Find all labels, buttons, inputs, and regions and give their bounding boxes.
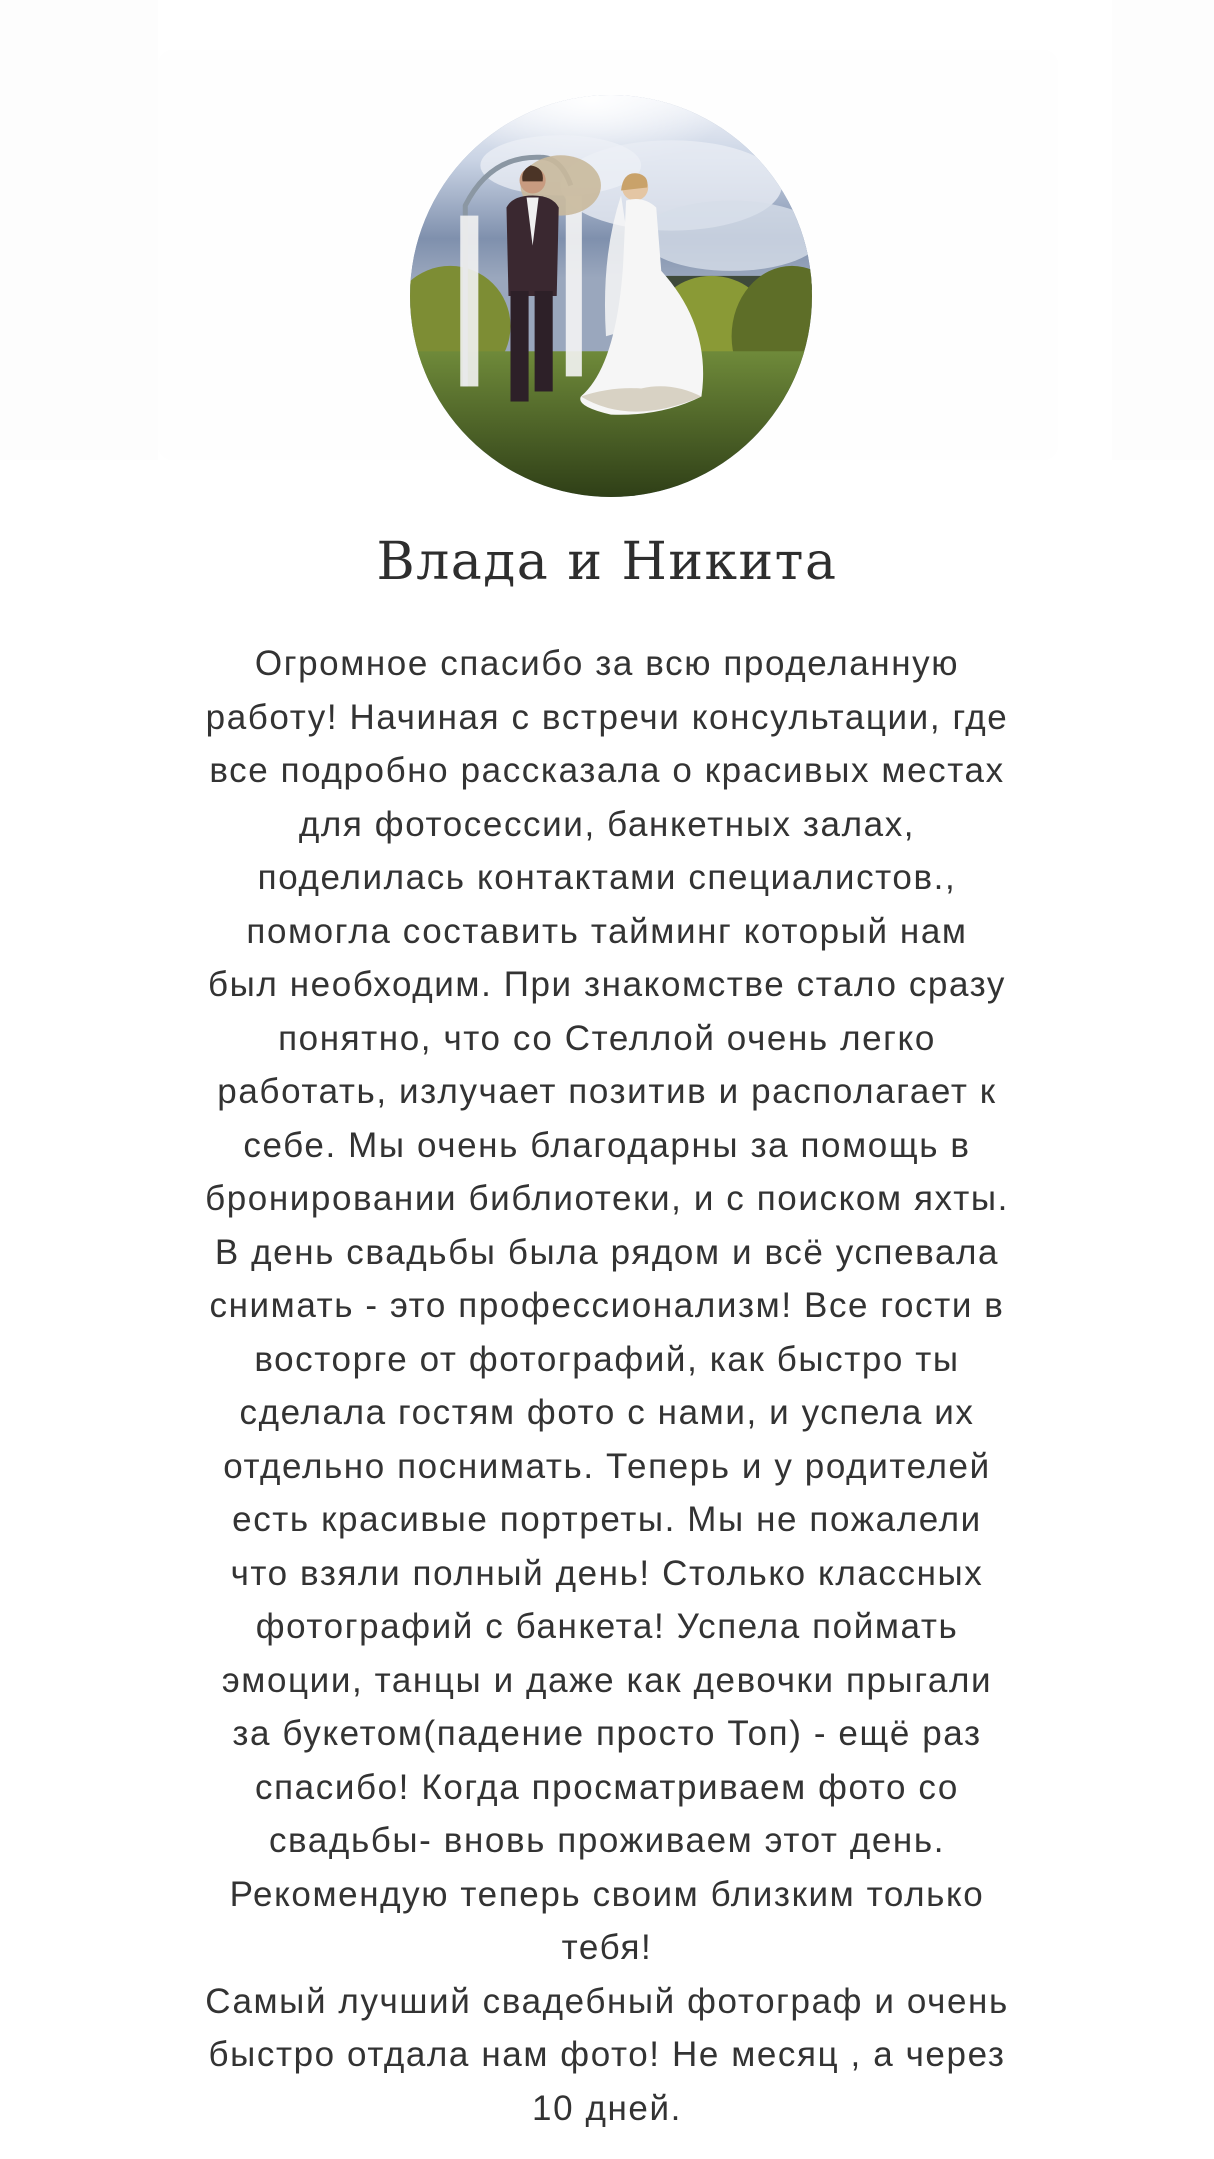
review-line: понятно, что со Стеллой очень легко xyxy=(278,1018,936,1058)
review-line: Огромное спасибо за всю проделанную xyxy=(254,644,960,683)
review-line: свадьбы- вновь проживаем этот день. xyxy=(268,1821,946,1860)
review-line: тебя! xyxy=(561,1928,653,1967)
review-line: Самый лучший свадебный фотограф и очень xyxy=(205,1981,1009,2021)
review-line: бронировании библиотеки, и с поиском яхты. xyxy=(205,1179,1009,1218)
review-line: работу! Начиная с встречи консультации, где xyxy=(205,697,1009,737)
review-line: быстро отдала нам фото! Не месяц , а через xyxy=(208,2035,1006,2074)
review-line: поделилась контактами специалистов., xyxy=(257,858,957,897)
review-line: для фотосессии, банкетных залах, xyxy=(298,804,916,844)
review-line: помогла составить тайминг который нам xyxy=(246,911,968,951)
review-line: В день свадьбы была рядом и всё успевала xyxy=(214,1232,1000,1272)
review-line: все подробно рассказала о красивых местах xyxy=(209,751,1005,790)
review-line: за букетом(падение просто Топ) - ещё раз xyxy=(232,1714,982,1753)
review-line: спасибо! Когда просматриваем фото со xyxy=(255,1767,959,1807)
review-line: восторге от фотографий, как быстро ты xyxy=(254,1339,960,1379)
review-line: Рекомендую теперь своим близким только xyxy=(229,1874,985,1914)
review-line: 10 дней. xyxy=(532,2088,682,2128)
review-line: эмоции, танцы и даже как девочки прыгали xyxy=(221,1660,993,1700)
review-line: снимать - это профессионализм! Все гости в xyxy=(209,1286,1005,1325)
review-line: есть красивые портреты. Мы не пожалели xyxy=(232,1500,982,1539)
review-line: фотографий с банкета! Успела поймать xyxy=(255,1607,959,1646)
review-line: отдельно поснимать. Теперь и у родителей xyxy=(223,1446,991,1486)
wedding-photo-icon xyxy=(410,95,812,497)
review-text xyxy=(110,637,1104,2135)
review-line: был необходим. При знакомстве стало сразу xyxy=(207,965,1007,1004)
reviewer-name: Влада и Никита xyxy=(376,532,838,592)
review-line: работать, излучает позитив и располагает к xyxy=(217,1072,997,1111)
review-line: себе. Мы очень благодарны за помощь в xyxy=(243,1125,971,1165)
review-line: что взяли полный день! Столько классных xyxy=(230,1553,984,1593)
review-line: сделала гостям фото с нами, и успела их xyxy=(239,1393,975,1432)
wedding-couple-photo xyxy=(410,95,812,497)
